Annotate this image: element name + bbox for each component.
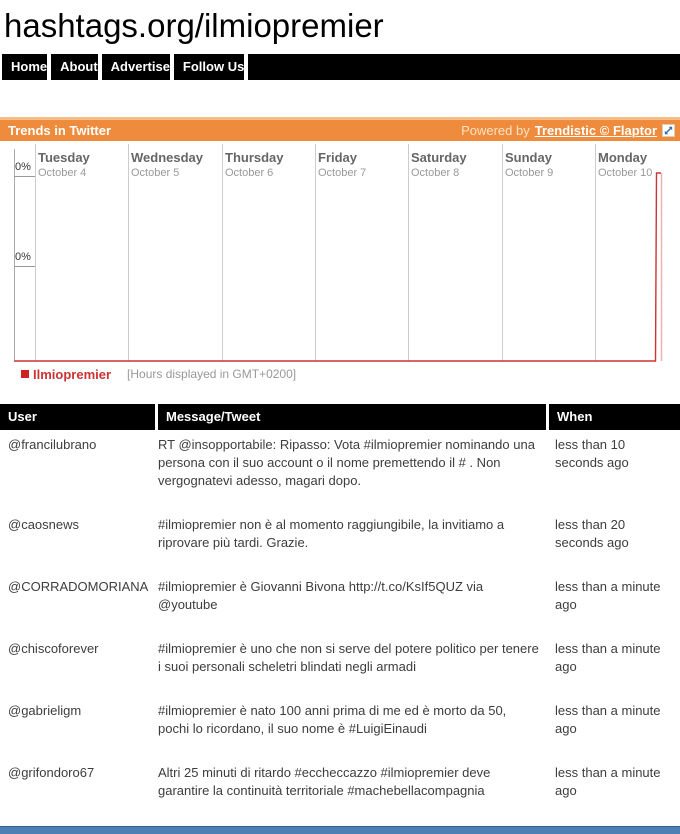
chart-day-label — [411, 150, 467, 179]
nav-item[interactable]: About — [51, 54, 98, 80]
day-date: October 4 — [38, 167, 87, 179]
powered-by-block — [461, 123, 675, 138]
tweet-user-handle: @caosnews — [8, 517, 80, 532]
tweet-message: RT @insopportabile: Ripasso: Vota #ilmiopremier nominando una persona con il suo account o il nome premettendo il # . Non vergognatevi adesso, magari dopo. — [158, 437, 535, 488]
day-date: October 9 — [505, 167, 554, 179]
tweet-timestamp: less than 10 seconds ago — [555, 437, 629, 470]
tweet-user-handle: @francilubrano — [8, 437, 97, 452]
tweet-message: #ilmiopremier non è al momento raggiungibile, la invitiamo a riprovare più tardi. Grazie. — [158, 517, 505, 550]
powered-by-label: Powered by — [461, 123, 530, 138]
tweet-message: #ilmiopremier è Giovanni Bivona http://t.co/KsIf5QUZ via @youtube — [158, 579, 484, 612]
external-link-icon[interactable] — [662, 124, 675, 137]
trendistic-flaptor-link[interactable]: Trendistic © Flaptor — [534, 123, 657, 138]
chart-day-label — [131, 150, 203, 179]
column-header-user: User — [0, 404, 155, 430]
day-date: October 6 — [225, 167, 274, 179]
table-row — [0, 578, 680, 614]
trends-header-bar — [0, 117, 680, 141]
tweet-message: Altri 25 minuti di ritardo #eccheccazzo #ilmiopremier deve garantire la continuità territoriale #machebellacompagnia — [158, 765, 491, 798]
day-name: Friday — [318, 150, 358, 165]
tweets-table-body — [0, 430, 680, 800]
tweet-message: #ilmiopremier è uno che non si serve del potere politico per tenere i suoi personali scheletri blindati negli armadi — [158, 641, 539, 674]
tweet-user-handle: @chiscoforever — [8, 641, 99, 656]
day-name: Thursday — [225, 150, 284, 165]
tweets-table-header — [0, 404, 680, 430]
trends-title: Trends in Twitter — [8, 123, 112, 138]
chart-legend — [21, 366, 680, 382]
chart-day-label — [318, 150, 366, 179]
chart-day-label — [598, 150, 652, 179]
tweet-user-handle: @gabrieligm — [8, 703, 82, 718]
main-nav — [2, 54, 680, 80]
day-date: October 5 — [131, 167, 180, 179]
tweet-timestamp: less than 20 seconds ago — [555, 517, 629, 550]
nav-item[interactable]: Follow Us — [174, 54, 244, 80]
y-axis-tick-mid: 0% — [15, 251, 31, 263]
tweet-user-handle: @CORRADOMORIANA — [8, 579, 149, 594]
timezone-note: [Hours displayed in GMT+0200] — [127, 367, 297, 381]
tweet-timestamp: less than a minute ago — [555, 579, 661, 612]
nav-item[interactable]: Advertise — [102, 54, 170, 80]
table-row — [0, 702, 680, 738]
tweet-user-handle: @grifondoro67 — [8, 765, 95, 780]
table-row — [0, 516, 680, 552]
column-header-message: Message/Tweet — [158, 404, 546, 430]
tweet-message: #ilmiopremier è nato 100 anni prima di me ed è morto da 50, pochi lo ricordano, il suo nome è #LuigiEinaudi — [158, 703, 507, 736]
day-name: Monday — [598, 150, 648, 165]
tweet-timestamp: less than a minute ago — [555, 703, 661, 736]
tweets-table — [0, 404, 680, 800]
day-name: Sunday — [505, 150, 552, 165]
day-name: Wednesday — [131, 150, 204, 165]
day-name: Tuesday — [38, 150, 90, 165]
nav-filler-bar — [248, 54, 680, 80]
table-row — [0, 764, 680, 800]
table-row — [0, 640, 680, 676]
legend-swatch — [21, 370, 29, 378]
legend-series-label: Ilmiopremier — [33, 366, 112, 382]
tweet-timestamp: less than a minute ago — [555, 641, 661, 674]
day-name: Saturday — [411, 150, 467, 165]
trend-chart — [0, 141, 680, 364]
column-header-when: When — [549, 404, 680, 430]
day-date: October 8 — [411, 167, 460, 179]
tweet-timestamp: less than a minute ago — [555, 765, 661, 798]
chart-day-label — [225, 150, 284, 179]
page-title: hashtags.org/ilmiopremier — [4, 7, 384, 44]
day-date: October 7 — [318, 167, 367, 179]
day-date: October 10 — [598, 167, 653, 179]
bottom-divider-bar — [0, 826, 680, 834]
table-row — [0, 436, 680, 490]
nav-item[interactable]: Home — [2, 54, 47, 80]
y-axis-tick-top: 0% — [15, 161, 31, 173]
chart-day-label — [38, 150, 90, 179]
chart-day-label — [505, 150, 553, 179]
